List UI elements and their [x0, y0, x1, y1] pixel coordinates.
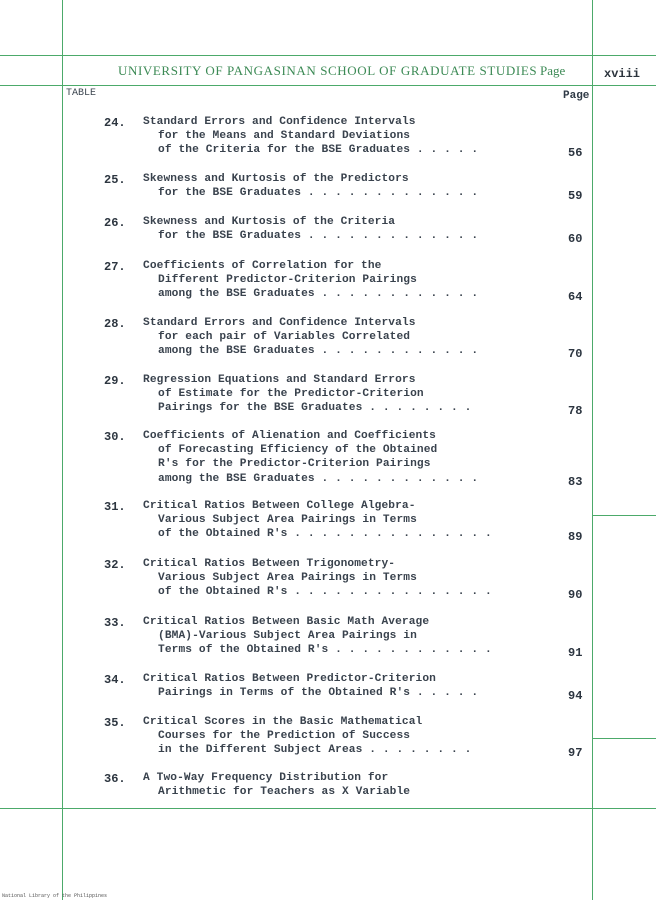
entry-line: Pairings for the BSE Graduates . . . . . . . . — [158, 402, 472, 415]
entry-number: 24. — [104, 116, 126, 130]
entry-line: Critical Scores in the Basic Mathematical — [143, 716, 423, 728]
entry-line: for each pair of Variables Correlated — [158, 331, 411, 344]
entry-page-number: 83 — [568, 474, 583, 489]
entry-page-number: 78 — [568, 404, 583, 419]
entry-page-number: 97 — [568, 746, 583, 761]
entry-line: of the Obtained R's . . . . . . . . . . . . . . . — [158, 586, 492, 599]
entry-line: of Estimate for the Predictor-Criterion — [158, 388, 424, 401]
entry-line: among the BSE Graduates . . . . . . . . . . . . — [158, 345, 479, 358]
entry-line: Different Predictor-Criterion Pairings — [158, 274, 417, 287]
entry-line: Terms of the Obtained R's . . . . . . . . . . . . — [158, 644, 492, 657]
entry-line: of the Obtained R's . . . . . . . . . . . . . . . — [158, 528, 492, 541]
entry-line: Critical Ratios Between Predictor-Criterion — [143, 673, 436, 685]
entry-line: Various Subject Area Pairings in Terms — [158, 514, 417, 527]
entry-line: A Two-Way Frequency Distribution for — [143, 772, 389, 784]
entry-line: among the BSE Graduates . . . . . . . . . . . . — [158, 472, 479, 485]
footer-rule — [0, 808, 656, 809]
column-heading-table: TABLE — [66, 88, 97, 99]
entry-line: R's for the Predictor-Criterion Pairings — [158, 458, 431, 471]
roman-page-number: xviii — [604, 67, 641, 81]
entry-line: Standard Errors and Confidence Intervals — [143, 116, 416, 128]
entry-line: Pairings in Terms of the Obtained R's . . . . . — [158, 687, 479, 700]
entry-line: Critical Ratios Between Trigonometry- — [143, 558, 396, 570]
right-margin-rule — [592, 0, 593, 900]
entry-line: Standard Errors and Confidence Intervals — [143, 317, 416, 329]
entry-line: Various Subject Area Pairings in Terms — [158, 572, 417, 585]
right-tick-rule-1 — [592, 515, 656, 516]
entry-number: 36. — [104, 772, 126, 786]
header-rule-bottom — [0, 85, 656, 86]
entry-number: 30. — [104, 430, 126, 444]
entry-line: Courses for the Prediction of Success — [158, 730, 411, 743]
letterhead-page-label: Page — [540, 63, 566, 78]
right-tick-rule-2 — [592, 738, 656, 739]
entry-page-number: 91 — [568, 646, 583, 661]
entry-line: for the BSE Graduates . . . . . . . . . . . . . — [158, 187, 479, 200]
entry-number: 35. — [104, 716, 126, 730]
entry-line: Arithmetic for Teachers as X Variable — [158, 786, 411, 799]
entry-line: (BMA)-Various Subject Area Pairings in — [158, 630, 417, 643]
entry-page-number: 94 — [568, 689, 583, 704]
entry-page-number: 60 — [568, 232, 583, 247]
entry-page-number: 70 — [568, 347, 583, 362]
entry-line: Coefficients of Alienation and Coefficients — [143, 430, 436, 442]
entry-page-number: 56 — [568, 146, 583, 161]
entry-number: 34. — [104, 673, 126, 687]
entry-line: of Forecasting Efficiency of the Obtained — [158, 444, 438, 457]
letterhead-school: SCHOOL OF GRADUATE STUDIES — [320, 63, 538, 78]
footer-note: National Library of the Philippines — [2, 893, 108, 899]
entry-number: 29. — [104, 374, 126, 388]
entry-page-number: 90 — [568, 588, 583, 603]
entry-number: 33. — [104, 616, 126, 630]
entry-line: Skewness and Kurtosis of the Predictors — [143, 173, 409, 185]
left-margin-rule — [62, 0, 63, 900]
letterhead-university: UNIVERSITY OF PANGASINAN — [118, 63, 317, 78]
entry-number: 25. — [104, 173, 126, 187]
entry-line: Critical Ratios Between College Algebra- — [143, 500, 416, 512]
entry-number: 31. — [104, 500, 126, 514]
entry-line: in the Different Subject Areas . . . . . . . . — [158, 744, 472, 757]
entry-number: 27. — [104, 260, 126, 274]
entry-line: Critical Ratios Between Basic Math Average — [143, 616, 430, 628]
entry-line: Regression Equations and Standard Errors — [143, 374, 416, 386]
entry-page-number: 64 — [568, 290, 583, 305]
entry-number: 26. — [104, 216, 126, 230]
letterhead-title — [118, 63, 537, 79]
column-heading-page: Page — [563, 90, 590, 102]
header-rule-top — [0, 55, 656, 56]
entry-page-number: 59 — [568, 189, 583, 204]
entry-line: Skewness and Kurtosis of the Criteria — [143, 216, 396, 228]
entry-line: for the BSE Graduates . . . . . . . . . . . . . — [158, 230, 479, 243]
entry-number: 32. — [104, 558, 126, 572]
entry-number: 28. — [104, 317, 126, 331]
entry-line: Coefficients of Correlation for the — [143, 260, 382, 272]
entry-line: among the BSE Graduates . . . . . . . . . . . . — [158, 288, 479, 301]
entry-line: for the Means and Standard Deviations — [158, 130, 411, 143]
entry-page-number: 89 — [568, 530, 583, 545]
entry-line: of the Criteria for the BSE Graduates . . . . . — [158, 144, 479, 157]
